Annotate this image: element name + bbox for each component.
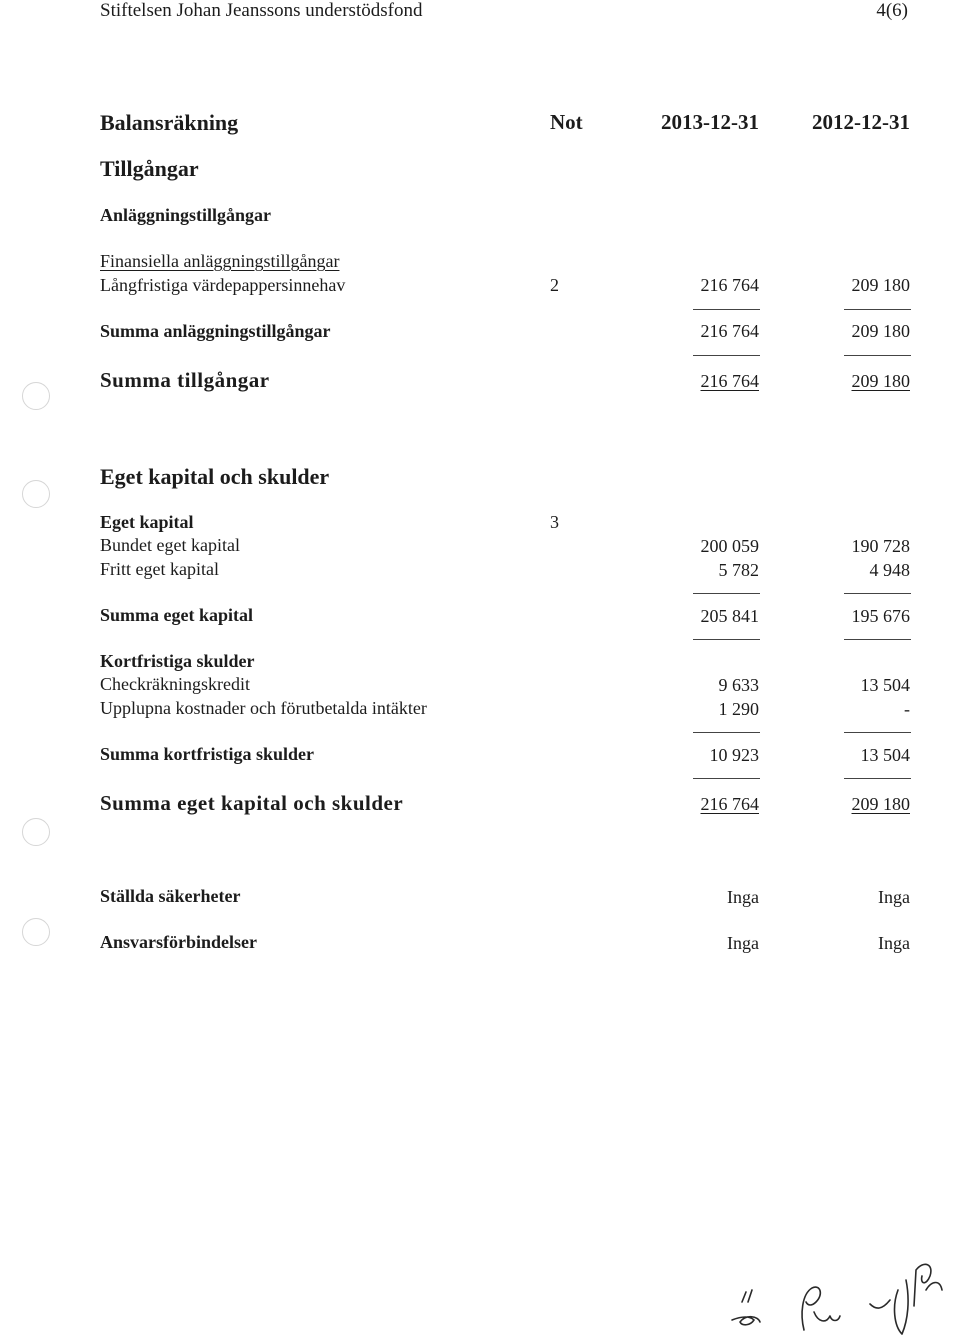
securities-value-2012: 209 180 [851, 275, 910, 295]
sum-short-term-liabilities-2012: 13 504 [860, 745, 910, 765]
free-equity-2012: 4 948 [869, 560, 910, 580]
securities-label: Långfristiga värdepappersinnehav [100, 275, 346, 295]
signature-initials-3 [870, 1264, 942, 1334]
securities-value-2013: 216 764 [700, 275, 759, 295]
signatures [720, 1250, 960, 1339]
rule [844, 732, 911, 733]
rule [693, 778, 760, 779]
accrued-expenses-2013: 1 290 [718, 699, 759, 719]
pledged-assets-label: Ställda säkerheter [100, 886, 241, 906]
rule [693, 593, 760, 594]
restricted-equity-2013: 200 059 [700, 536, 759, 556]
statement-title: Balansräkning [100, 110, 239, 135]
short-term-liabilities-heading: Kortfristiga skulder [100, 651, 255, 671]
rule [693, 309, 760, 310]
sum-fixed-assets-2012: 209 180 [851, 321, 910, 341]
sum-short-term-liabilities-2013: 10 923 [709, 745, 759, 765]
securities-note: 2 [550, 275, 559, 295]
rule [844, 593, 911, 594]
punch-hole [22, 480, 50, 508]
overdraft-2013: 9 633 [718, 675, 759, 695]
equity-heading: Eget kapital [100, 512, 194, 532]
sum-assets-2013: 216 764 [700, 371, 759, 391]
sum-equity-liabilities-2012: 209 180 [851, 794, 910, 814]
rule [693, 639, 760, 640]
signature-initials-2 [802, 1287, 840, 1330]
rule [693, 732, 760, 733]
overdraft-2012: 13 504 [860, 675, 910, 695]
accrued-expenses-label: Upplupna kostnader och förutbetalda intäkter [100, 698, 427, 718]
sum-equity-liabilities-label: Summa eget kapital och skulder [100, 791, 404, 815]
free-equity-label: Fritt eget kapital [100, 559, 219, 579]
year1-column-heading: 2013-12-31 [661, 110, 759, 134]
pledged-assets-2012: Inga [878, 887, 910, 907]
sum-assets-label: Summa tillgångar [100, 368, 270, 392]
rule [693, 355, 760, 356]
financial-assets-heading: Finansiella anläggningstillgångar [100, 251, 340, 271]
sum-equity-2012: 195 676 [851, 606, 910, 626]
contingent-liabilities-2013: Inga [727, 933, 759, 953]
restricted-equity-label: Bundet eget kapital [100, 535, 240, 555]
overdraft-label: Checkräkningskredit [100, 674, 250, 694]
equity-liabilities-title: Eget kapital och skulder [100, 464, 330, 489]
pledged-assets-2013: Inga [727, 887, 759, 907]
free-equity-2013: 5 782 [718, 560, 759, 580]
sum-short-term-liabilities-label: Summa kortfristiga skulder [100, 744, 315, 764]
signature-initials-1 [742, 1290, 752, 1302]
signature-initials-1-stroke [732, 1317, 760, 1325]
equity-note: 3 [550, 512, 559, 532]
sum-assets-2012: 209 180 [851, 371, 910, 391]
sum-equity-liabilities-2013: 216 764 [700, 794, 759, 814]
note-column-heading: Not [550, 110, 583, 134]
year2-column-heading: 2012-12-31 [812, 110, 910, 134]
punch-hole [22, 918, 50, 946]
sum-equity-2013: 205 841 [700, 606, 759, 626]
sum-fixed-assets-2013: 216 764 [700, 321, 759, 341]
rule [844, 309, 911, 310]
rule [844, 778, 911, 779]
assets-title: Tillgångar [100, 156, 199, 181]
contingent-liabilities-2012: Inga [878, 933, 910, 953]
punch-hole [22, 382, 50, 410]
contingent-liabilities-label: Ansvarsförbindelser [100, 932, 257, 952]
organization-name: Stiftelsen Johan Jeanssons understödsfond [100, 0, 423, 21]
rule [844, 355, 911, 356]
rule [844, 639, 911, 640]
sum-fixed-assets-label: Summa anläggningstillgångar [100, 321, 331, 341]
page-number: 4(6) [876, 0, 908, 21]
restricted-equity-2012: 190 728 [851, 536, 910, 556]
sum-equity-label: Summa eget kapital [100, 605, 253, 625]
accrued-expenses-2012: - [904, 699, 910, 719]
fixed-assets-heading: Anläggningstillgångar [100, 205, 272, 225]
punch-hole [22, 818, 50, 846]
